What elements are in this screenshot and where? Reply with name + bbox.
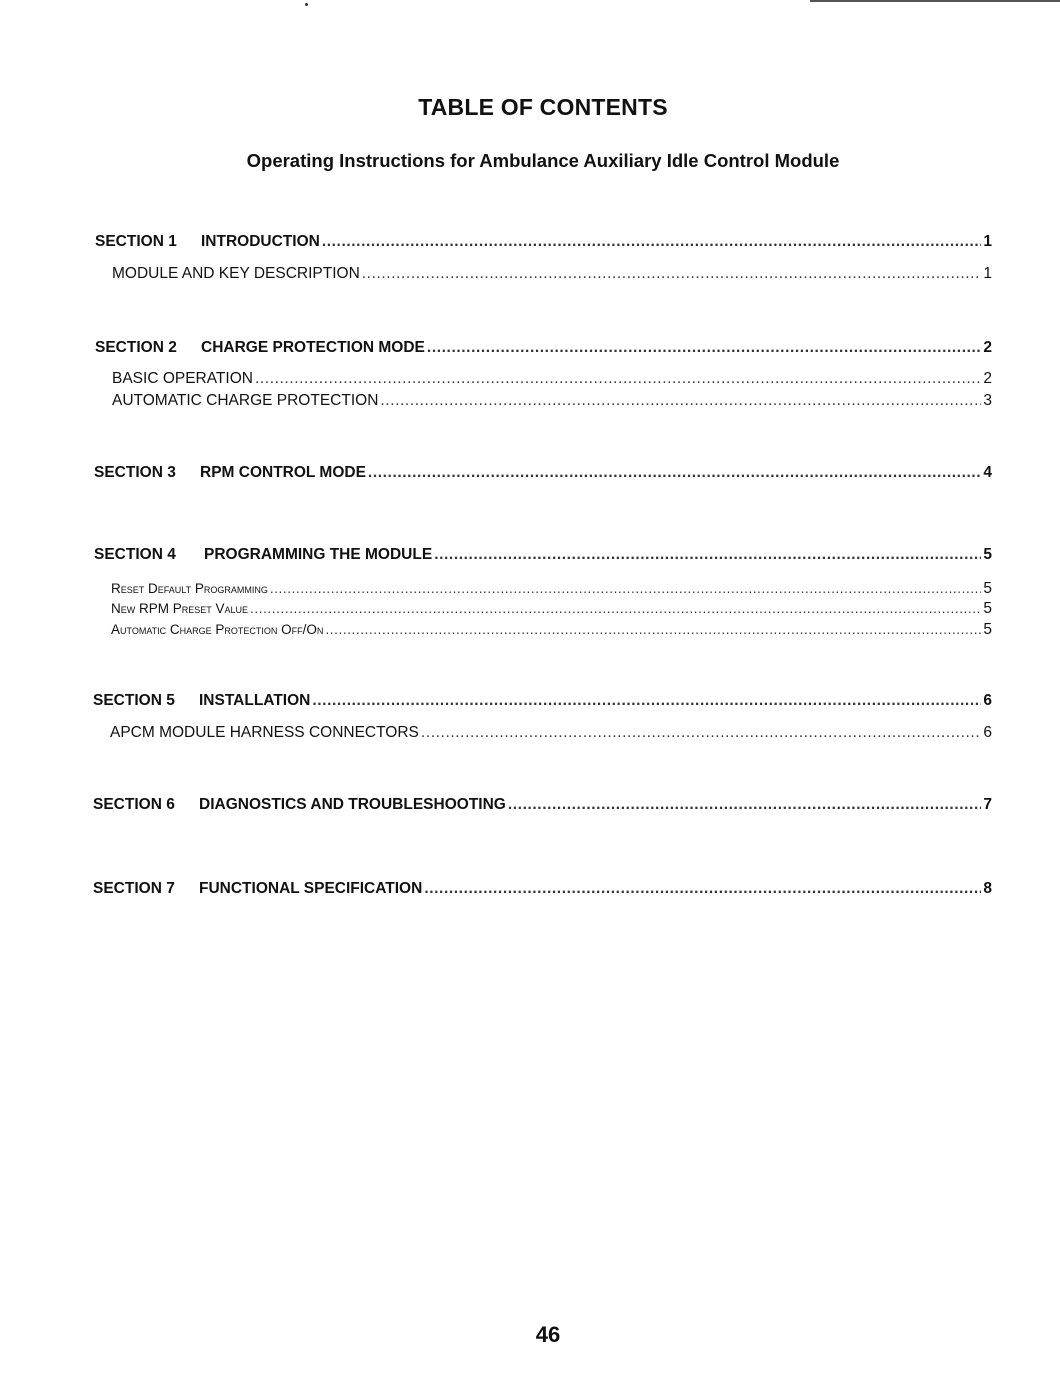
dot-leader [421, 724, 981, 742]
subsection-page: 5 [983, 600, 992, 617]
section-page: 4 [983, 464, 992, 481]
subsection-page: 2 [983, 370, 992, 387]
section-title: FUNCTIONAL SPECIFICATION [199, 880, 423, 897]
subsection-title: BASIC OPERATION [112, 370, 253, 387]
section-title: RPM CONTROL MODE [200, 464, 366, 481]
section-number: SECTION 7 [93, 880, 175, 897]
dot-leader [322, 233, 982, 251]
subsection-title: MODULE AND KEY DESCRIPTION [112, 265, 360, 282]
toc-entry-subsection[interactable] [110, 724, 992, 742]
page-number: 46 [535, 1322, 561, 1347]
section-title: CHARGE PROTECTION MODE [201, 339, 425, 356]
dot-leader [380, 392, 981, 410]
toc-entry-section-3[interactable] [94, 464, 992, 482]
section-page: 1 [983, 233, 992, 250]
section-number: SECTION 4 [94, 546, 176, 563]
toc-entry-section-6[interactable] [93, 796, 992, 814]
toc-entry-subsection[interactable] [111, 621, 992, 639]
dot-leader [255, 370, 981, 388]
toc-entry-subsection[interactable] [111, 580, 992, 598]
section-title: INSTALLATION [199, 692, 311, 709]
subsection-title: AUTOMATIC CHARGE PROTECTION [112, 392, 379, 409]
section-page: 7 [983, 796, 992, 813]
dot-leader [434, 546, 981, 564]
subsection-page: 6 [983, 724, 992, 741]
section-number: SECTION 5 [93, 692, 175, 709]
toc-entry-subsection[interactable] [112, 265, 992, 283]
subsection-page: 1 [983, 265, 992, 282]
dot-leader [362, 265, 982, 283]
page-title: TABLE OF CONTENTS [418, 94, 668, 120]
subsection-title: APCM MODULE HARNESS CONNECTORS [110, 724, 419, 741]
section-title: DIAGNOSTICS AND TROUBLESHOOTING [199, 796, 506, 813]
dot-leader [368, 464, 981, 482]
toc-entry-subsection[interactable] [111, 600, 992, 618]
section-page: 2 [983, 339, 992, 356]
subsection-title: Automatic Charge Protection Off/On [111, 622, 324, 637]
toc-entry-section-7[interactable] [93, 880, 992, 898]
subsection-title: New RPM Preset Value [111, 601, 249, 616]
page-subtitle: Operating Instructions for Ambulance Auxiliary Idle Control Module [246, 150, 840, 171]
dot-leader [270, 581, 982, 596]
dot-leader [250, 601, 981, 616]
section-page: 5 [983, 546, 992, 563]
subsection-title: Reset Default Programming [111, 581, 268, 596]
toc-entry-subsection[interactable] [112, 392, 992, 410]
dot-leader [325, 622, 981, 637]
subsection-page: 3 [983, 392, 992, 409]
section-title: INTRODUCTION [201, 233, 320, 250]
dot-leader [424, 880, 981, 898]
section-number: SECTION 6 [93, 796, 175, 813]
toc-entry-section-2[interactable] [95, 339, 992, 357]
dot-leader [427, 339, 981, 357]
toc-entry-section-1[interactable] [95, 233, 992, 251]
section-number: SECTION 3 [94, 464, 176, 481]
toc-entry-section-5[interactable] [93, 692, 992, 710]
section-number: SECTION 1 [95, 233, 177, 250]
subsection-page: 5 [983, 621, 992, 638]
section-page: 8 [983, 880, 992, 897]
toc-entry-section-4[interactable] [94, 546, 992, 564]
section-page: 6 [983, 692, 992, 709]
section-title: PROGRAMMING THE MODULE [204, 546, 433, 563]
dot-leader [508, 796, 982, 814]
dot-leader [312, 692, 981, 710]
section-number: SECTION 2 [95, 339, 177, 356]
subsection-page: 5 [983, 580, 992, 597]
toc-entry-subsection[interactable] [112, 370, 992, 388]
